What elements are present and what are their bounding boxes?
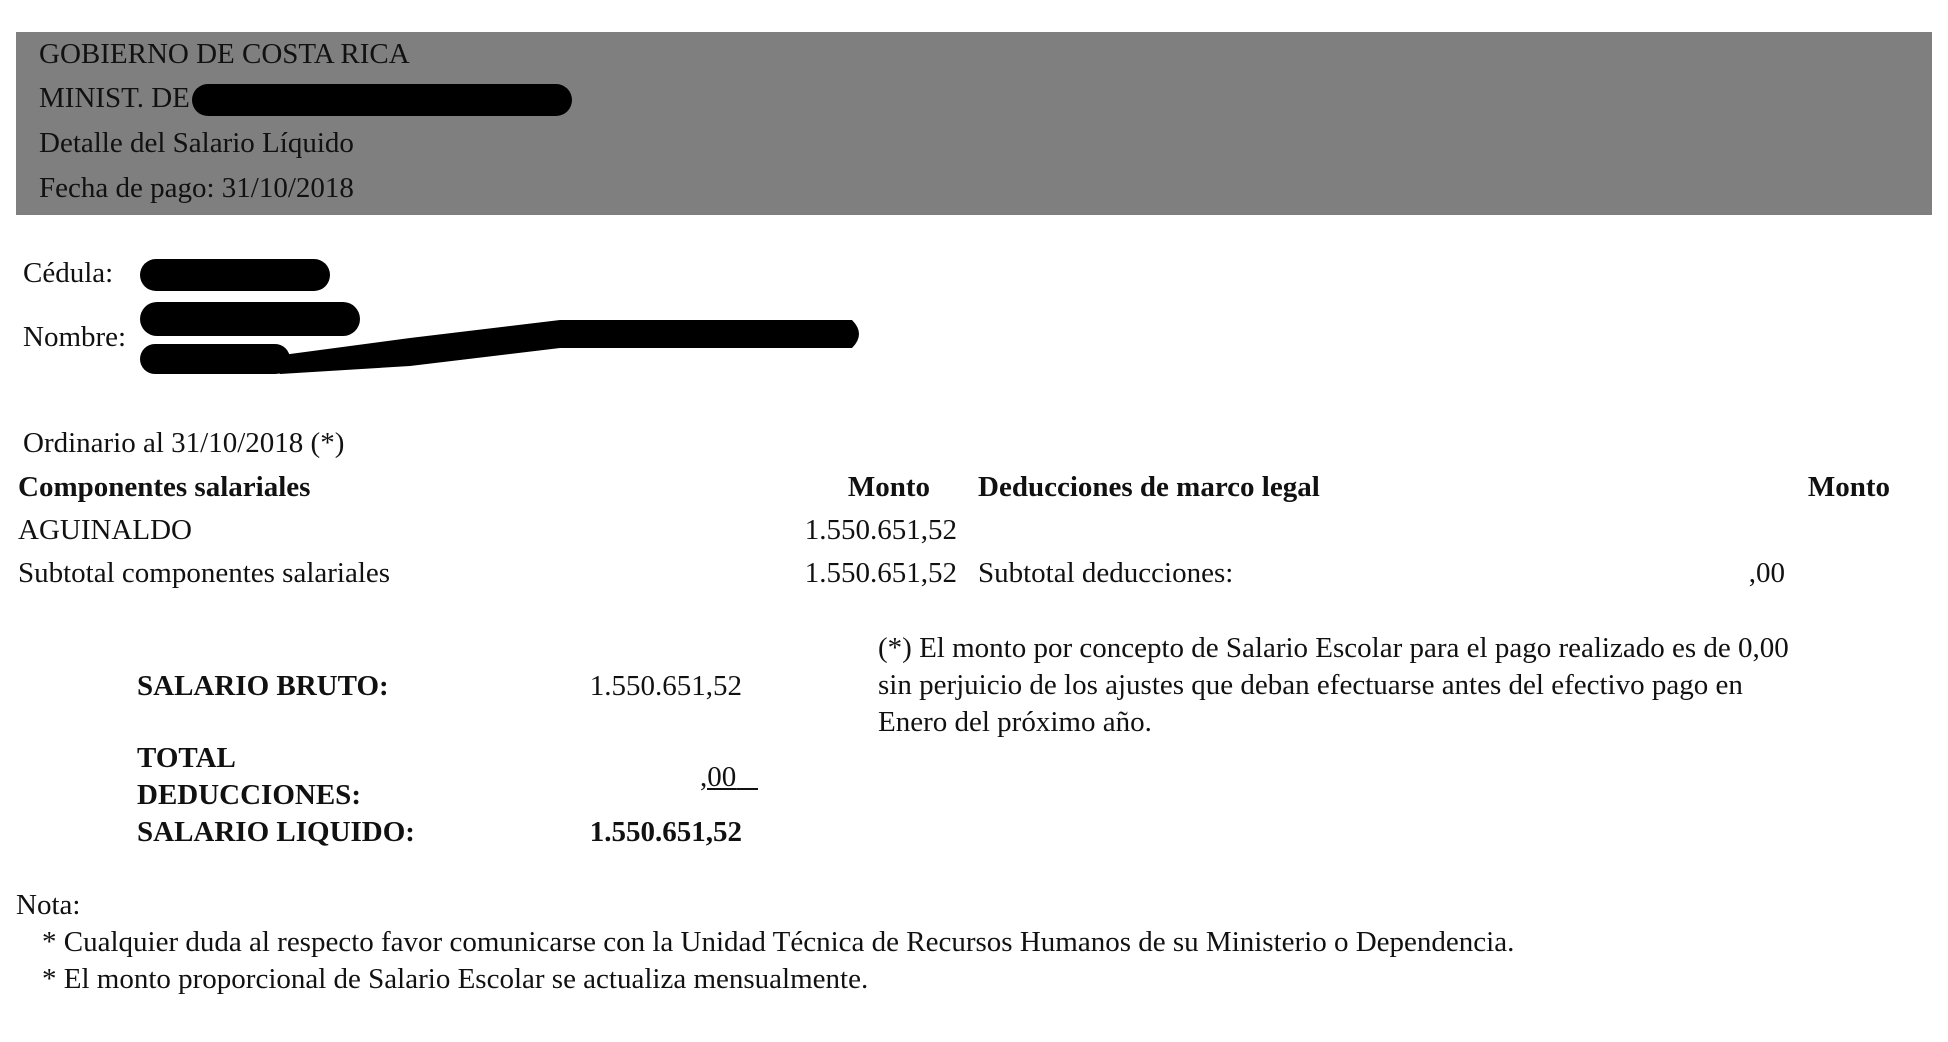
components-subtotal-value: 1.550.651,52	[804, 557, 957, 589]
component-name: AGUINALDO	[18, 514, 192, 546]
ministry-line: MINIST. DE	[39, 82, 190, 114]
name-label: Nombre:	[23, 321, 127, 353]
components-subtotal-label: Subtotal componentes salariales	[18, 557, 391, 589]
total-deductions-label-line1: TOTAL	[137, 742, 236, 774]
footnote-line-2: sin perjuicio de los ajustes que deban efectuarse antes del efectivo pago en	[878, 669, 1743, 701]
note-item-2: * El monto proporcional de Salario Escolar se actualiza mensualmente.	[42, 963, 869, 995]
components-header: Componentes salariales	[18, 471, 311, 503]
gross-salary-label: SALARIO BRUTO:	[137, 670, 389, 702]
government-title: GOBIERNO DE COSTA RICA	[39, 38, 410, 70]
component-amount: 1.550.651,52	[804, 514, 957, 546]
net-salary-value: 1.550.651,52	[589, 816, 742, 848]
ministry-redaction	[192, 84, 572, 116]
note-label: Nota:	[16, 889, 81, 921]
header-band	[16, 32, 1932, 215]
document-title: Detalle del Salario Líquido	[39, 127, 354, 159]
deductions-subtotal-value: ,00	[1748, 557, 1785, 589]
components-amount-header: Monto	[847, 471, 930, 503]
deductions-amount-header: Monto	[1807, 471, 1890, 503]
note-item-1: * Cualquier duda al respecto favor comunicarse con la Unidad Técnica de Recursos Humanos de su Ministerio o Dependencia.	[42, 926, 1515, 958]
footnote-line-3: Enero del próximo año.	[878, 706, 1152, 738]
deductions-header: Deducciones de marco legal	[978, 471, 1320, 503]
footnote-line-1: (*) El monto por concepto de Salario Escolar para el pago realizado es de 0,00	[878, 632, 1789, 664]
gross-salary-value: 1.550.651,52	[589, 670, 742, 702]
payment-date: Fecha de pago: 31/10/2018	[39, 172, 354, 204]
id-label: Cédula:	[23, 257, 114, 289]
total-deductions-value: ,00	[700, 761, 737, 793]
total-deductions-label-line2: DEDUCCIONES:	[137, 779, 361, 811]
deductions-subtotal-label: Subtotal deducciones:	[978, 557, 1234, 589]
net-salary-label: SALARIO LIQUIDO:	[137, 816, 415, 848]
period-title: Ordinario al 31/10/2018 (*)	[23, 427, 345, 459]
name-redaction	[140, 300, 870, 380]
id-redaction	[140, 259, 330, 291]
